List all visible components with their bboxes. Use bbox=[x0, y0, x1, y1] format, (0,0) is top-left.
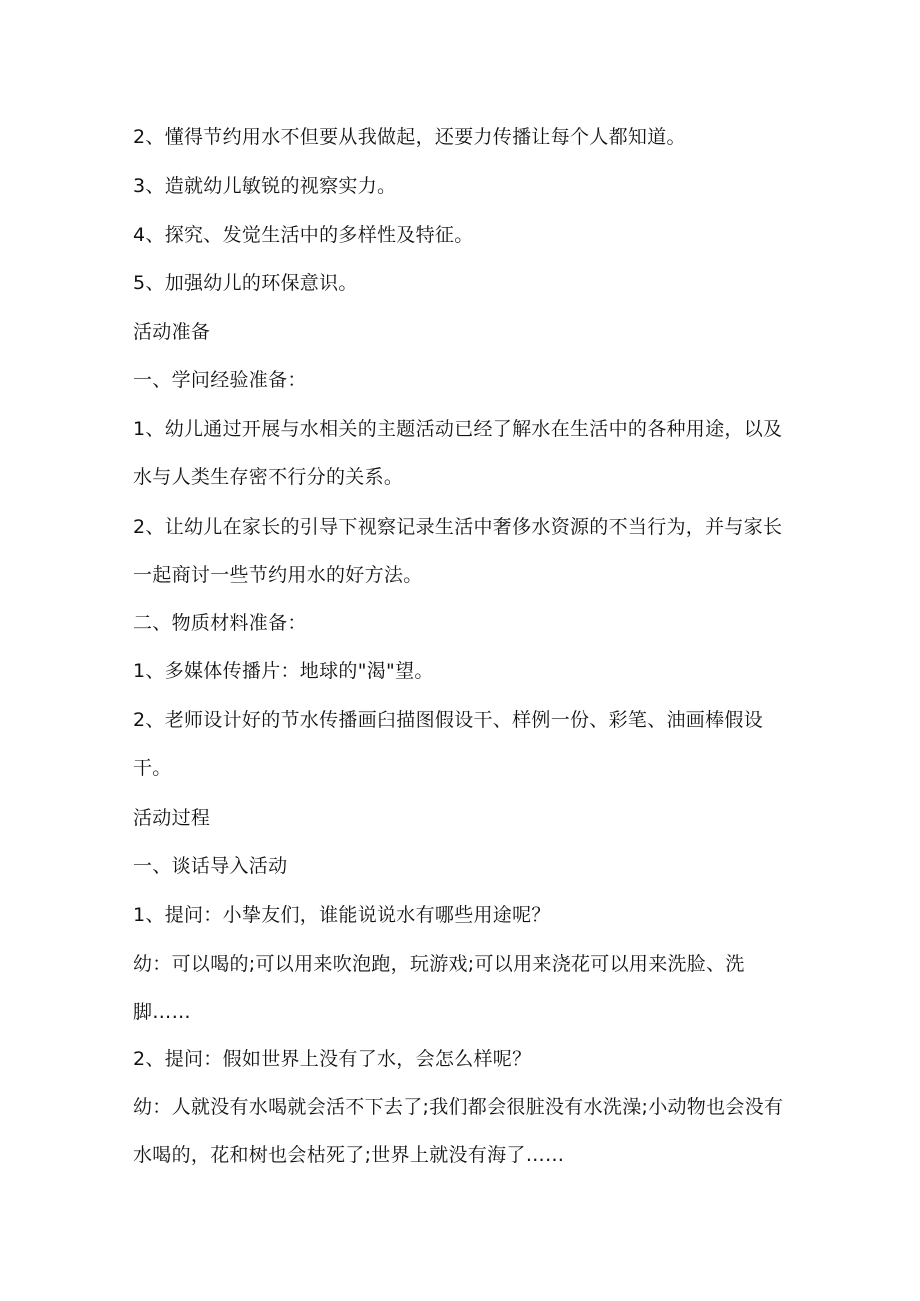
objective-4: 4、探究、发觉生活中的多样性及特征。 bbox=[133, 224, 474, 246]
objective-5: 5、加强幼儿的环保意识。 bbox=[133, 272, 358, 294]
knowledge-prep-1: 1、幼儿通过开展与水相关的主题活动已经了解水在生活中的各种用途，以及水与人类生存密不行分的关系。 bbox=[133, 418, 783, 488]
section-heading-preparation: 活动准备 bbox=[133, 321, 211, 343]
subheading-knowledge-prep: 一、学问经验准备： bbox=[133, 369, 307, 391]
section-heading-process: 活动过程 bbox=[133, 807, 211, 829]
objective-3: 3、造就幼儿敏锐的视察实力。 bbox=[133, 175, 397, 197]
subheading-material-prep: 二、物质材料准备： bbox=[133, 612, 307, 634]
knowledge-prep-2: 2、让幼儿在家长的引导下视察记录生活中奢侈水资源的不当行为，并与家长一起商讨一些节约用水的好方法。 bbox=[133, 516, 783, 586]
material-prep-1: 1、多媒体传播片：地球的"渴"望。 bbox=[133, 660, 434, 682]
answer-2: 幼：人就没有水喝就会活不下去了;我们都会很脏没有水洗澡;小动物也会没有水喝的，花和树也会枯死了;世界上就没有海了…… bbox=[133, 1096, 784, 1166]
question-1: 1、提问：小挚友们，谁能说说水有哪些用途呢？ bbox=[133, 904, 551, 926]
subheading-talk-intro: 一、谈话导入活动 bbox=[133, 855, 288, 877]
material-prep-2: 2、老师设计好的节水传播画臼描图假设干、样例一份、彩笔、油画棒假设干。 bbox=[133, 709, 763, 779]
answer-1: 幼：可以喝的;可以用来吹泡跑，玩游戏;可以用来浇花可以用来洗脸、洗脚…… bbox=[133, 953, 745, 1023]
objective-2: 2、懂得节约用水不但要从我做起，还要力传播让每个人都知道。 bbox=[133, 126, 686, 148]
question-2: 2、提问：假如世界上没有了水，会怎么样呢？ bbox=[133, 1048, 532, 1070]
